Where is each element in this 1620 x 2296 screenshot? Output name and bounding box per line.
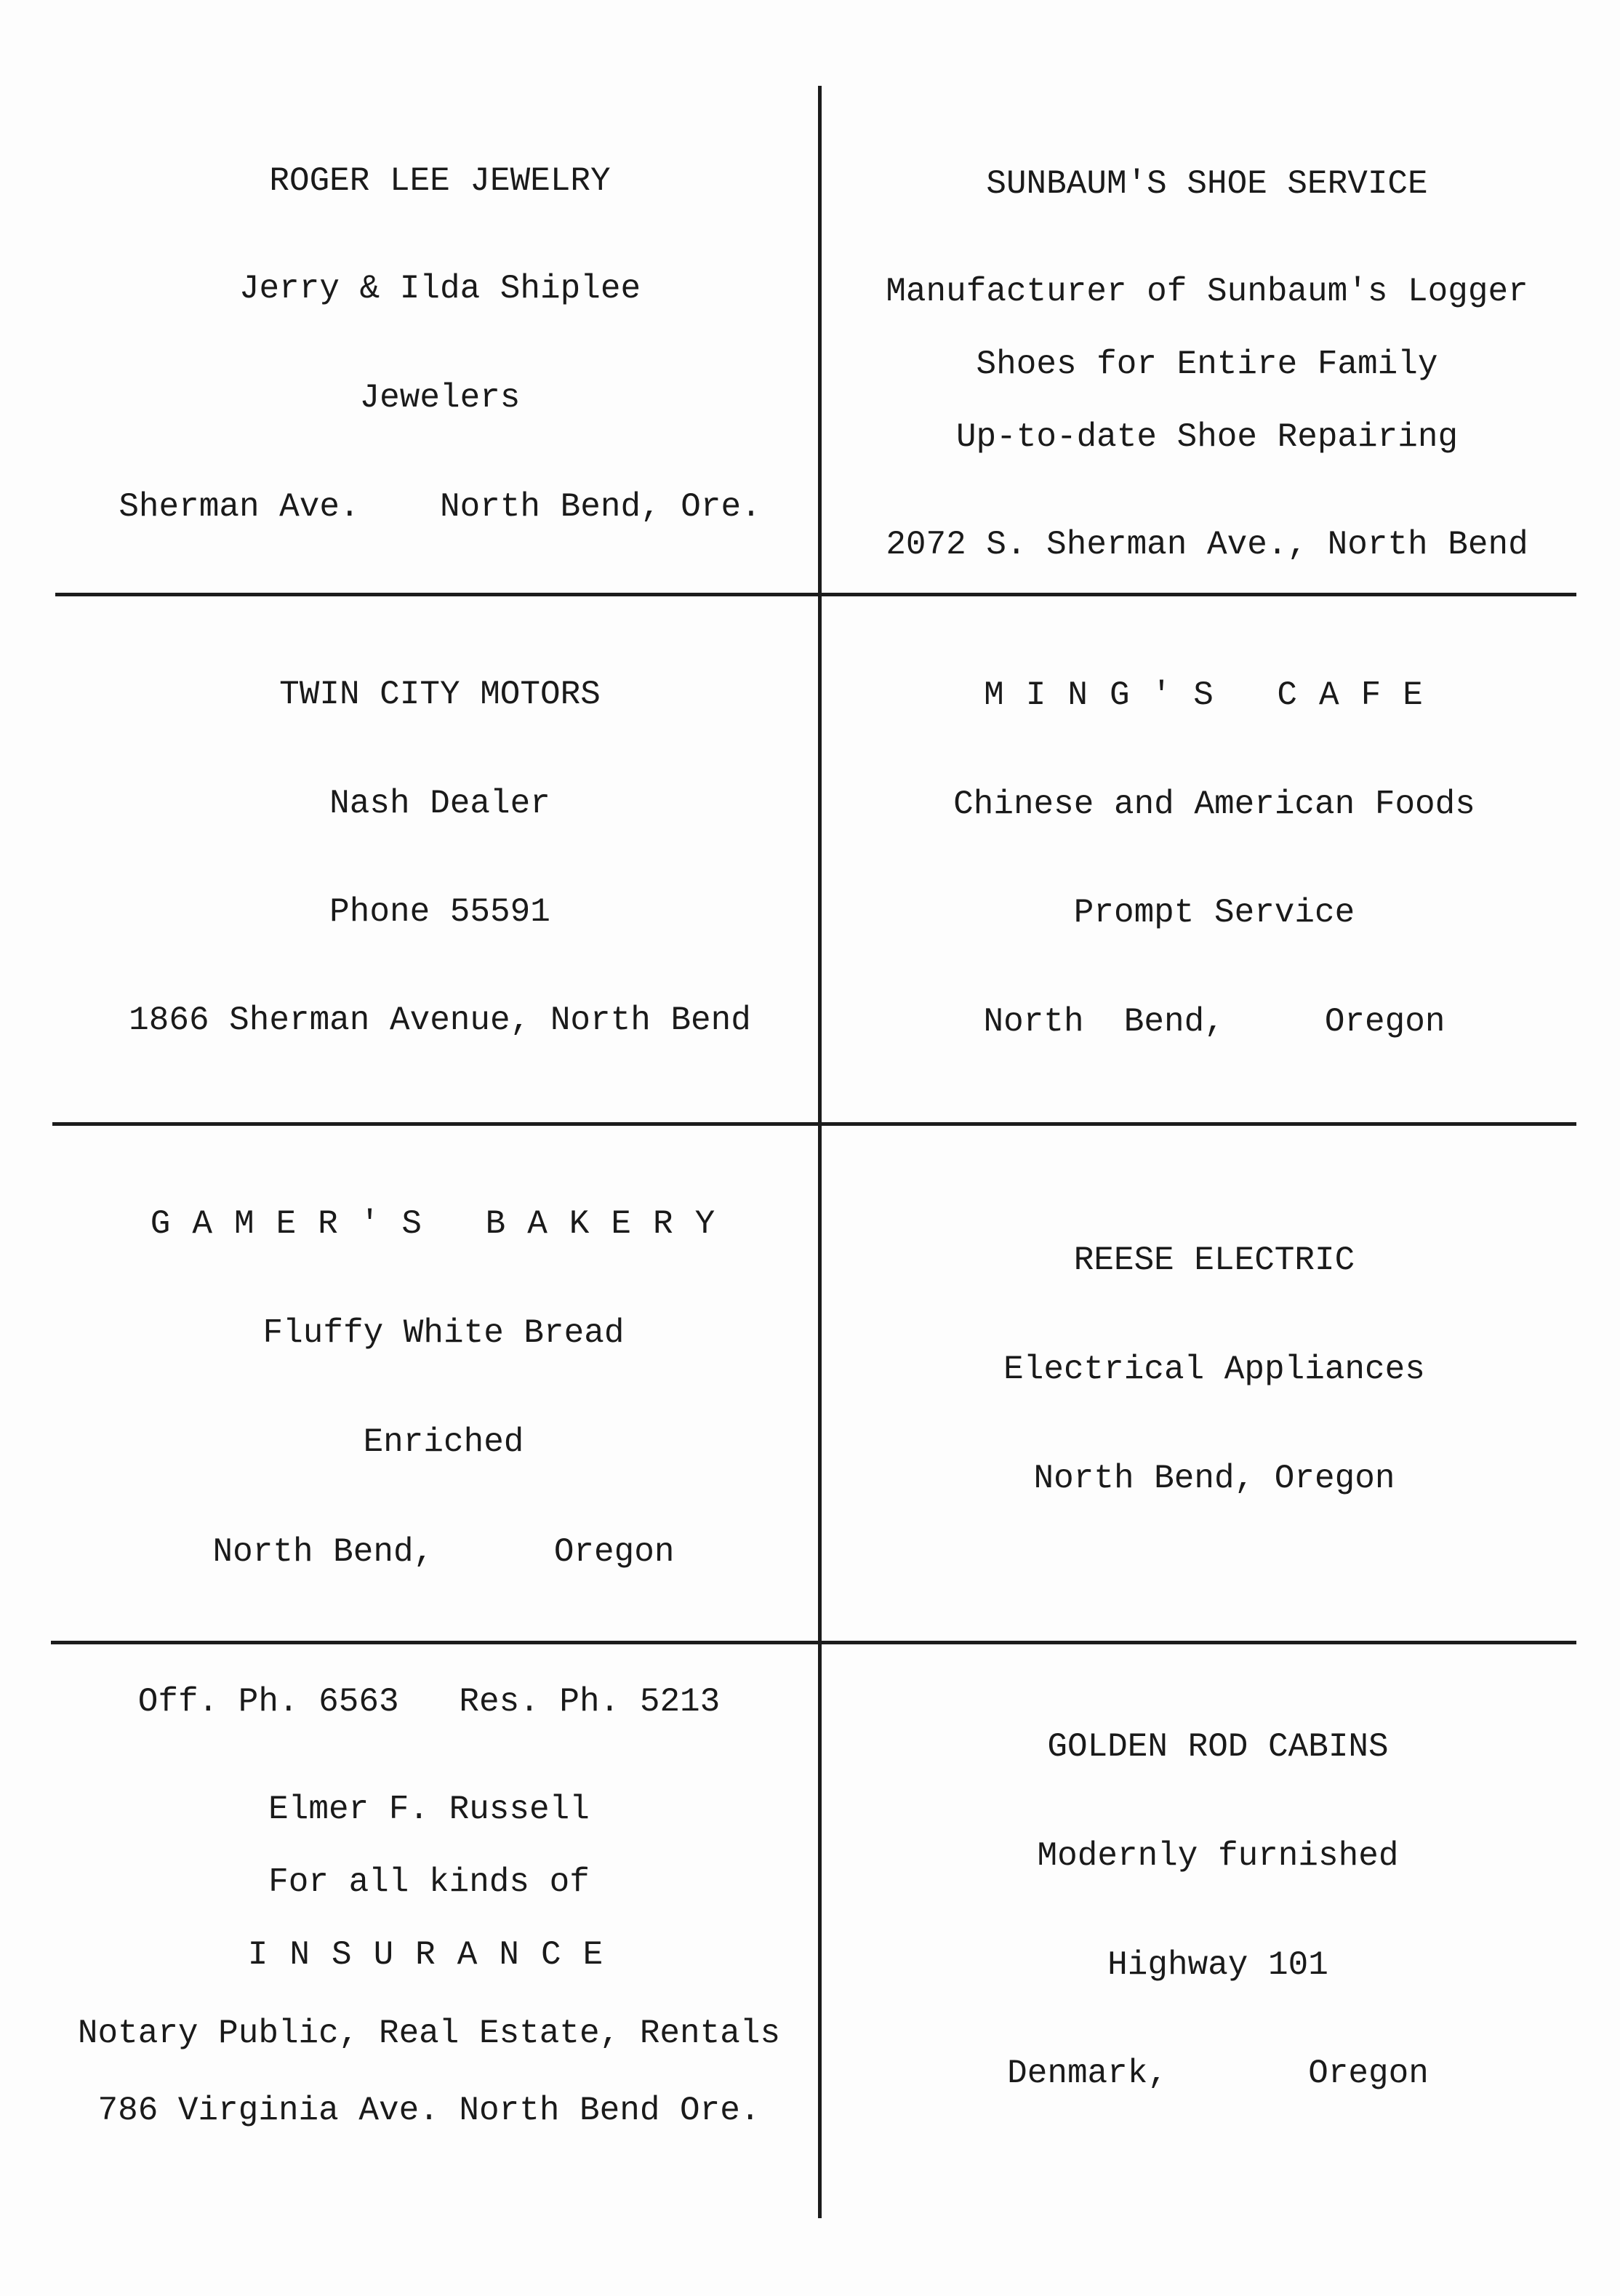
ad-line: Nash Dealer (329, 785, 550, 823)
ad-line: Notary Public, Real Estate, Rentals (77, 2015, 781, 2052)
ad-title: GOLDEN ROD CABINS (1047, 1728, 1389, 1766)
ad-title: SUNBAUM'S SHOE SERVICE (986, 165, 1428, 203)
ad-line: Modernly furnished (1037, 1837, 1399, 1875)
ad-line: INSURANCE (247, 1936, 625, 1974)
ad-title: GAMER'S BAKERY (150, 1205, 737, 1243)
ad-address: 786 Virginia Ave. North Bend Ore. (97, 2092, 761, 2129)
ad-title: REESE ELECTRIC (1073, 1241, 1355, 1279)
ad-russell-insurance (44, 1641, 814, 2223)
ad-roger-lee-jewelry (44, 0, 814, 593)
ad-line: Electrical Appliances (1003, 1351, 1425, 1388)
ad-address: North Bend, Oregon (212, 1533, 675, 1571)
ad-address: North Bend, Oregon (1033, 1460, 1395, 1497)
ad-address: North Bend, Oregon (983, 1003, 1445, 1041)
ad-phones: Off. Ph. 6563 Res. Ph. 5213 (137, 1683, 721, 1721)
ad-line: For all kinds of (268, 1863, 590, 1901)
vertical-divider (818, 86, 822, 2218)
ad-address: Sherman Ave. North Bend, Ore. (119, 488, 761, 526)
ad-sunbaums-shoe-service (825, 0, 1596, 593)
ad-line: Enriched (363, 1423, 524, 1461)
ad-gamers-bakery (44, 1122, 814, 1641)
ad-line: Fluffy White Bread (262, 1314, 625, 1352)
ad-line: Jewelers (359, 379, 521, 417)
ad-title: ROGER LEE JEWELRY (269, 162, 611, 200)
ad-mings-cafe (825, 593, 1596, 1122)
ad-address: Denmark, Oregon (1007, 2055, 1429, 2092)
ad-reese-electric (825, 1122, 1596, 1641)
ad-title: Elmer F. Russell (268, 1791, 590, 1828)
ad-line: Highway 101 (1107, 1946, 1328, 1984)
ad-title: MING'S CAFE (984, 676, 1445, 714)
ad-line: Shoes for Entire Family (976, 345, 1438, 383)
ad-line: Up-to-date Shoe Repairing (955, 418, 1459, 456)
ad-line: Manufacturer of Sunbaum's Logger (886, 273, 1528, 311)
ad-line: Phone 55591 (329, 893, 550, 931)
ad-line: Jerry & Ilda Shiplee (238, 270, 641, 308)
ad-twin-city-motors (44, 593, 814, 1122)
ad-address: 1866 Sherman Avenue, North Bend (129, 1001, 751, 1039)
ad-title: TWIN CITY MOTORS (279, 676, 601, 713)
ad-address: 2072 S. Sherman Ave., North Bend (886, 526, 1528, 564)
ad-golden-rod-cabins (825, 1641, 1596, 2223)
ad-line: Prompt Service (1073, 894, 1355, 932)
ad-line: Chinese and American Foods (953, 785, 1475, 823)
